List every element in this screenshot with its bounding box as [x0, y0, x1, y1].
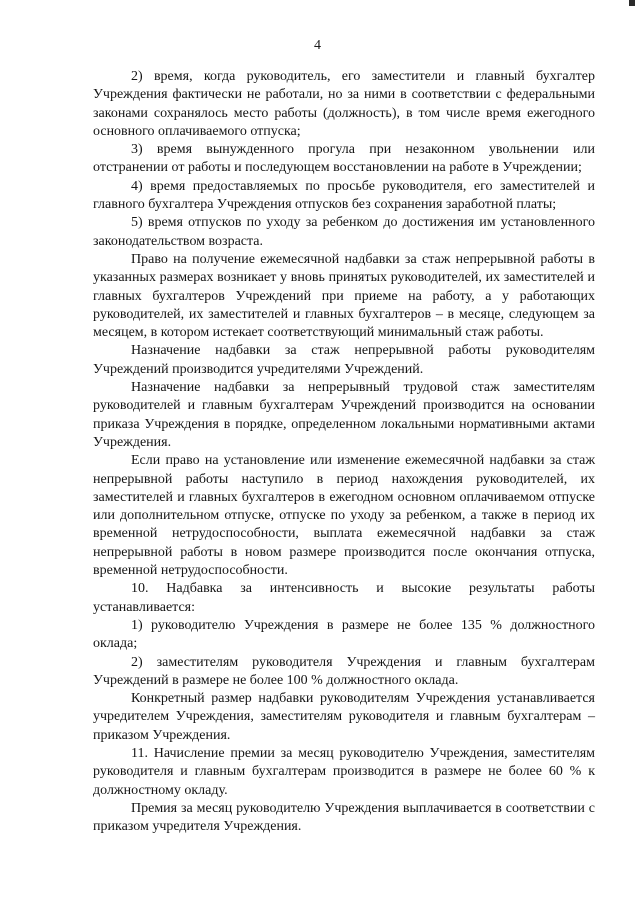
- paragraph-item-5-childcare-leave: 5) время отпусков по уходу за ребенком до достижения им установленного законодательством возраста.: [93, 215, 595, 249]
- paragraph-section-10-item-1: 1) руководителю Учреждения в размере не более 135 % должностного оклада;: [93, 617, 595, 652]
- paragraph-bonus-assignment-heads: Назначение надбавки за стаж непрерывной работы руководителям Учреждений производится учредителями Учреждений.: [93, 343, 595, 377]
- paragraph-right-to-bonus: Право на получение ежемесячной надбавки за стаж непрерывной работы в указанных размерах возникает у вновь принятых руководителей, их заместителей и главных бухгалтеров Учреждений при приеме на работу, а у работающих руководителей, их заместителей и главных бухгалтеров – в месяце, следующем за месяцем, в котором истекает соответствующий минимальный стаж работы.: [93, 251, 595, 341]
- scan-corner-mark: [629, 0, 635, 6]
- paragraph-section-10-item-2: 2) заместителям руководителя Учреждения и главным бухгалтерам Учреждений в размере не более 100 % должностного оклада.: [93, 654, 595, 688]
- paragraph-specific-amount: Конкретный размер надбавки руководителям Учреждения устанавливается учредителем Учреждения, заместителям руководителя и главным бухгалтерам – приказом Учреждения.: [93, 691, 595, 743]
- paragraph-bonus-assignment-deputies: Назначение надбавки за непрерывный трудовой стаж заместителям руководителей и главным бухгалтерам Учреждений производится на основании приказа Учреждения в порядке, определенном локальными нормативными актами Учреждения.: [93, 380, 595, 450]
- paragraph-item-3-forced-absence: 3) время вынужденного прогула при незаконном увольнении или отстранении от работы и последующем восстановлении на работе в Учреждении;: [93, 142, 595, 176]
- page-number: 4: [314, 38, 321, 53]
- paragraph-bonus-during-leave: Если право на установление или изменение ежемесячной надбавки за стаж непрерывной работы наступило в период нахождения руководителей, их заместителей и главных бухгалтеров в ежегодном основном оплачиваемом отпуске или дополнительном отпуске, отпуске по уходу за ребенком, а также в период их временной нетрудоспособности, выплата ежемесячной надбавки за стаж непрерывной работы в новом размере производится после окончания отпуска, временной нетрудоспособности.: [93, 453, 595, 579]
- paragraph-section-10: 10. Надбавка за интенсивность и высокие результаты работы устанавливается:: [93, 581, 595, 615]
- paragraph-item-2-time-absent: 2) время, когда руководитель, его заместители и главный бухгалтер Учреждения фактически не работали, но за ними в соответствии с федеральными законами сохранялось место работы (должность), в том числе время ежегодного основного оплачиваемого отпуска;: [93, 69, 595, 139]
- paragraph-monthly-bonus-payment: Премия за месяц руководителю Учреждения выплачивается в соответствии с приказом учредителя Учреждения.: [93, 800, 595, 835]
- paragraph-section-11: 11. Начисление премии за месяц руководителю Учреждения, заместителям руководителя и главным бухгалтерам производится в размере не более 60 % к должностному окладу.: [93, 745, 595, 798]
- body-text: [93, 68, 595, 836]
- paragraph-item-4-unpaid-leave: 4) время предоставляемых по просьбе руководителя, его заместителей и главного бухгалтера Учреждения отпусков без сохранения заработной платы;: [93, 178, 595, 213]
